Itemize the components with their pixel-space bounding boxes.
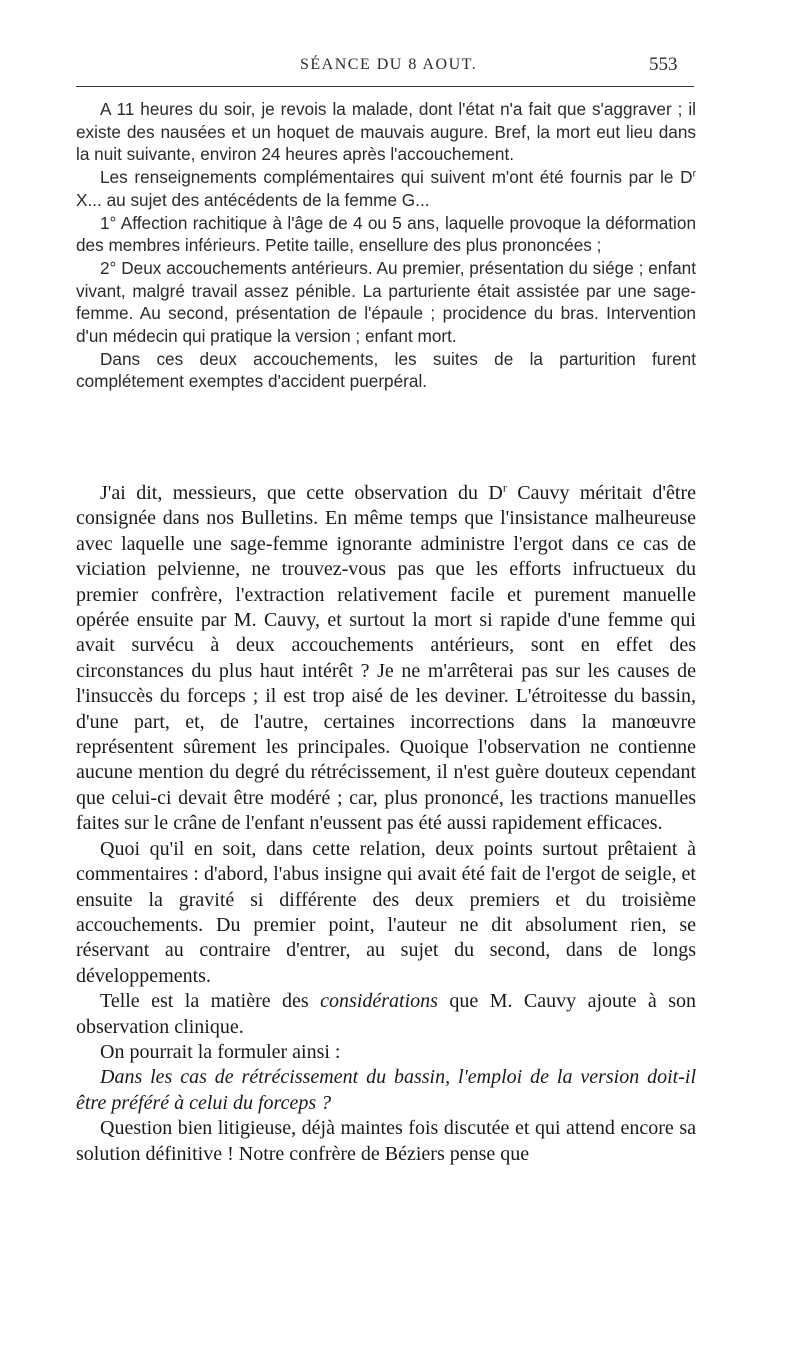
- note-superscript: r: [692, 168, 696, 180]
- italic-question: Dans les cas de rétrécissement du bassin, l'emploi de la version doit-il être préféré à celui du forceps ?: [76, 1066, 696, 1114]
- page-number: 553: [649, 54, 678, 75]
- body-text: que M. Cauvy ajoute à son observation clinique.: [76, 990, 696, 1038]
- body-paragraph: [76, 481, 696, 837]
- note-text: Les renseignements complémentaires qui suivent m'ont été fournis par le D: [100, 167, 693, 188]
- body-paragraph: Quoi qu'il en soit, dans cette relation, deux points surtout prêtaient à commentaires : d'abord, l'abus insigne qui avait été fait de l'ergot de seigle, et ensuite la gravité si différente des deux premiers et du troisième accouchements. Du premier point, l'auteur ne dit absolument rien, se réservant au contraire d'entrer, au sujet du second, dans de longs développements.: [76, 837, 696, 987]
- body-text: J'ai dit, messieurs, que cette observation du D: [100, 482, 503, 504]
- note-paragraph: 1° Affection rachitique à l'âge de 4 ou 5 ans, laquelle provoque la déformation des membres inférieurs. Petite taille, ensellure des plus prononcées ;: [76, 212, 696, 256]
- note-paragraph: [76, 166, 696, 211]
- body-paragraph: Question bien litigieuse, déjà maintes fois discutée et qui attend encore sa solution définitive ! Notre confrère de Béziers pense que: [76, 1117, 696, 1165]
- emphasized-word: considérations: [320, 990, 438, 1013]
- running-head: [0, 54, 800, 84]
- body-paragraph: [76, 989, 696, 1040]
- body-superscript: r: [502, 480, 507, 495]
- note-paragraph: 2° Deux accouchements antérieurs. Au premier, présentation du siége ; enfant vivant, malgré travail assez pénible. La parturiente était assistée par une sage-femme. Au second, présentation de l'épaule ; procidence du bras. Intervention d'un médecin qui pratique la version ; enfant mort.: [76, 257, 696, 347]
- clinical-note: [76, 98, 696, 393]
- main-text: [76, 481, 696, 1167]
- body-text: Telle est la matière des: [100, 990, 321, 1013]
- note-paragraph: Dans ces deux accouchements, les suites de la parturition furent complétement exemptes d'accident puerpéral.: [76, 348, 696, 392]
- note-paragraph: A 11 heures du soir, je revois la malade, dont l'état n'a fait que s'aggraver ; il existe des nausées et un hoquet de mauvais augure. Bref, la mort eut lieu dans la nuit suivante, environ 24 heures après l'accouchement.: [76, 99, 696, 165]
- header-rule: [76, 86, 694, 87]
- note-text: X... au sujet des antécédents de la femme G...: [76, 189, 430, 210]
- body-paragraph: On pourrait la formuler ainsi :: [100, 1040, 341, 1063]
- body-text: Cauvy méritait d'être consignée dans nos Bulletins. En même temps que l'insistance malheureuse avec laquelle une sage-femme ignorante administre l'ergot dans ce cas de viciation pelvienne, ne trouvez-vous pas que les efforts infructueux du premier confrère, l'extraction relativement facile et purement manuelle opérée ensuite par M. Cauvy, et surtout la mort si rapide d'une femme qui avait survécu à deux accouchements antérieurs, sont en effet des circonstances du plus haut intérêt ? Je ne m'arrêterai pas sur les causes de l'insuccès du forceps ; il est trop aisé de les deviner. L'étroitesse du bassin, d'une part, et, de l'autre, certaines incorrections dans la manœuvre représentent sûrement les principales. Quoique l'observation ne contienne aucune mention du degré du rétrécissement, il n'est guère douteux cependant que celui-ci devait être modéré ; car, plus prononcé, les tractions manuelles faites sur le crâne de l'enfant n'eussent pas été aussi rapidement efficaces.: [76, 482, 696, 835]
- running-head-title: SÉANCE DU 8 AOUT.: [300, 56, 478, 73]
